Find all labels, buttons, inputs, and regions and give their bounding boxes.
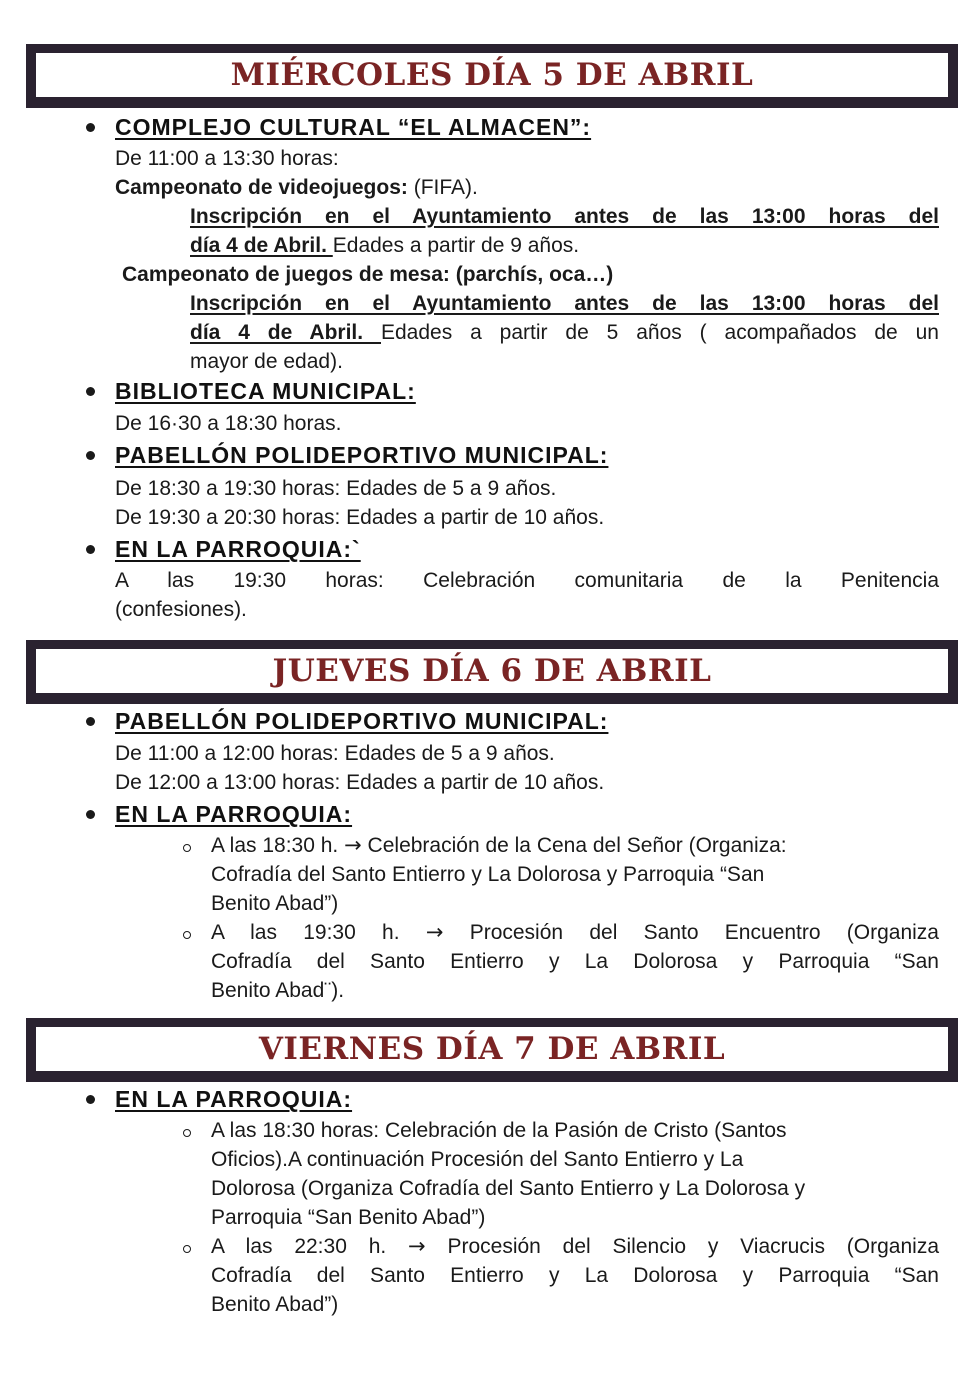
age-info-line: mayor de edad). [190,350,343,373]
arrow-right-icon: → [408,1234,426,1258]
bullet-icon [86,717,95,726]
event-line: (confesiones). [115,598,247,621]
day-banner-thursday [26,640,958,704]
section-parroquia [0,801,968,1002]
sub-bullet-icon [183,1245,191,1253]
day-title: VIERNES DÍA 7 DE ABRIL [258,1031,726,1067]
day-banner-frame [34,647,950,695]
event-line: Cofradía del Santo Entierro y La Dolorosa y Parroquia “San [211,863,765,886]
event-description: Celebración de la Cena del Señor (Organiza: [361,834,787,857]
event-line: Oficios).A continuación Procesión del Santo Entierro y La [211,1148,744,1171]
event-line: Benito Abad”) [211,892,339,915]
registration-line: Inscripción en el Ayuntamiento antes de las 13:00 horas del [190,205,939,228]
event-line: Cofradía del Santo Entierro y La Dolorosa y Parroquia “San [211,950,939,973]
time-line: De 19:30 a 20:30 horas: Edades a partir de 10 años. [115,506,605,529]
venue-heading: EN LA PARROQUIA: [115,1086,353,1112]
venue-heading: PABELLÓN POLIDEPORTIVO MUNICIPAL: [115,442,609,468]
section-complejo-cultural [0,114,968,373]
activity-title: Campeonato de videojuegos: [115,176,408,199]
event-description: Procesión del Santo Encuentro (Organiza [443,921,939,944]
event-line: A las 18:30 horas: Celebración de la Pasión de Cristo (Santos [211,1119,787,1142]
bullet-icon [86,123,95,132]
arrow-right-icon: → [425,920,444,944]
event-description: Procesión del Silencio y Viacrucis (Organiza [425,1235,939,1258]
arrow-right-icon: → [344,833,362,857]
event-time: A las 18:30 h. [211,834,345,857]
age-info: Edades a partir de 5 años ( acompañados de un [381,321,939,344]
registration-line [190,318,939,347]
section-pabellon [0,442,968,529]
venue-heading: COMPLEJO CULTURAL “EL ALMACEN”: [115,114,592,140]
time-line: De 11:00 a 12:00 horas: Edades de 5 a 9 años. [115,742,555,765]
event-line: Parroquia “San Benito Abad”) [211,1206,486,1229]
section-parroquia [0,536,968,621]
day-title: MIÉRCOLES DÍA 5 DE ABRIL [230,57,754,93]
registration-line [190,231,579,260]
section-biblioteca [0,378,968,435]
section-parroquia [0,1086,968,1316]
activity-line [115,173,478,202]
age-info: Edades a partir de 9 años. [332,234,580,257]
event-time: A las 19:30 h. [211,921,426,944]
event-line [211,918,939,947]
bullet-icon [86,810,95,819]
event-line [211,1232,939,1261]
bullet-icon [86,451,95,460]
registration-date: día 4 de Abril. [190,234,333,257]
bullet-icon [86,545,95,554]
activity-line: Campeonato de juegos de mesa: (parchís, oca…) [122,263,614,286]
time-line: De 11:00 a 13:30 horas: [115,147,339,170]
sub-bullet-icon [183,844,191,852]
day-title: JUEVES DÍA 6 DE ABRIL [272,653,712,689]
event-line: Cofradía del Santo Entierro y La Dolorosa y Parroquia “San [211,1264,939,1287]
event-line [211,831,787,860]
day-banner-frame [34,1025,950,1073]
day-banner-frame [34,51,950,99]
sub-bullet-icon [183,931,191,939]
venue-heading: BIBLIOTECA MUNICIPAL: [115,378,416,404]
bullet-icon [86,1095,95,1104]
sub-bullet-icon [183,1129,191,1137]
event-time: A las 22:30 h. [211,1235,409,1258]
time-line: De 18:30 a 19:30 horas: Edades de 5 a 9 años. [115,477,557,500]
time-line: De 16·30 a 18:30 horas. [115,412,342,435]
event-line: A las 19:30 horas: Celebración comunitaria de la Penitencia [115,569,939,592]
time-line: De 12:00 a 13:00 horas: Edades a partir de 10 años. [115,771,605,794]
bullet-icon [86,387,95,396]
event-line: Benito Abad¨). [211,979,345,1002]
venue-heading: EN LA PARROQUIA:` [115,536,361,562]
venue-heading: PABELLÓN POLIDEPORTIVO MUNICIPAL: [115,708,609,734]
venue-heading: EN LA PARROQUIA: [115,801,353,827]
event-line: Dolorosa (Organiza Cofradía del Santo Entierro y La Dolorosa y [211,1177,806,1200]
day-banner-friday [26,1018,958,1082]
day-banner-wednesday [26,44,958,108]
registration-date: día 4 de Abril. [190,321,381,344]
event-line: Benito Abad”) [211,1293,339,1316]
activity-detail: (FIFA). [407,176,478,199]
registration-line: Inscripción en el Ayuntamiento antes de las 13:00 horas del [190,292,939,315]
section-pabellon [0,708,968,794]
